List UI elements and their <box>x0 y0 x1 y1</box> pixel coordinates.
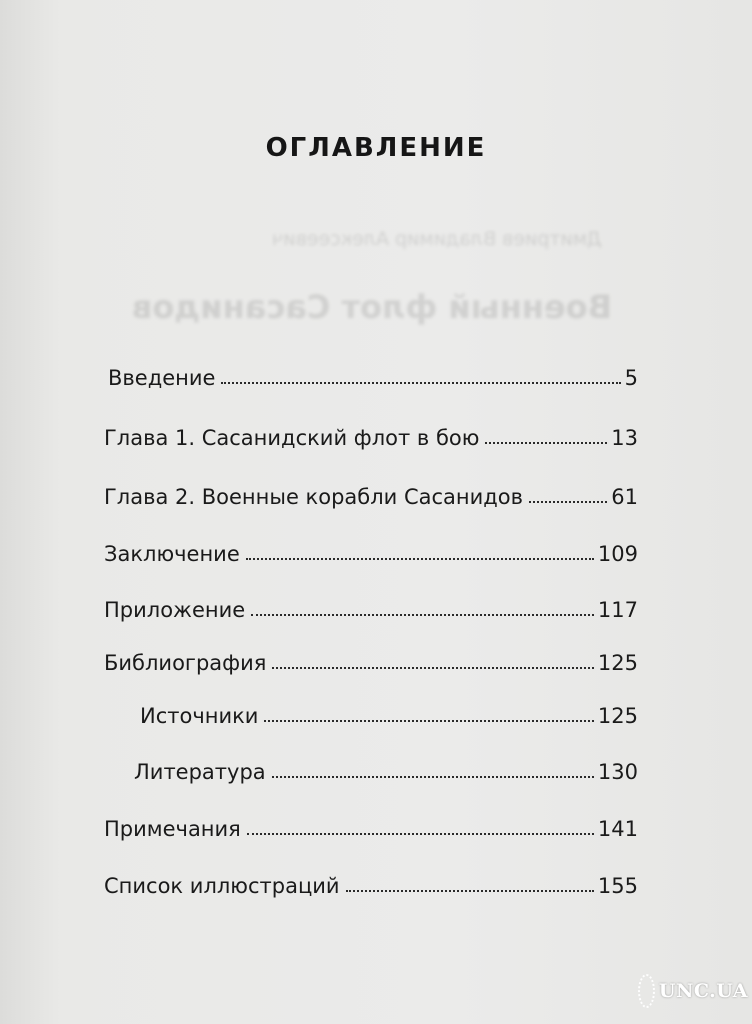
toc-leader-dots <box>247 833 594 835</box>
toc-entry-label: Приложение <box>104 598 246 622</box>
toc-entry-page: 5 <box>624 366 638 390</box>
toc-entry-label: Введение <box>108 366 216 390</box>
toc-subentry <box>134 760 638 784</box>
toc-leader-dots <box>251 614 594 616</box>
toc-leader-dots <box>485 442 607 444</box>
toc-leader-dots <box>246 558 594 560</box>
toc-entry <box>104 651 638 675</box>
toc-leader-dots <box>529 501 607 503</box>
toc-entry <box>104 874 638 898</box>
toc-entry-page: 117 <box>597 598 638 622</box>
toc-leader-dots <box>264 720 593 722</box>
toc-entry-page: 125 <box>597 704 638 728</box>
toc-entry-label: Источники <box>140 704 259 728</box>
sun-logo-icon <box>638 974 655 1008</box>
toc-leader-dots <box>221 382 620 384</box>
toc-leader-dots <box>272 667 594 669</box>
toc-entry <box>104 485 638 509</box>
toc-entry <box>108 366 638 390</box>
bleed-author: Дмитриев Владимир Алексеевич <box>272 228 602 250</box>
bleed-book-title: Военный флот Сасанидов <box>132 288 612 326</box>
toc-leader-dots <box>272 776 594 778</box>
toc-entry-label: Глава 1. Сасанидский флот в бою <box>104 426 480 450</box>
toc-entry-label: Список иллюстраций <box>104 874 340 898</box>
toc-entry-label: Заключение <box>104 542 240 566</box>
toc-subentry <box>140 704 638 728</box>
toc-entry <box>104 598 638 622</box>
toc-entry-label: Глава 2. Военные корабли Сасанидов <box>104 485 524 509</box>
toc-entry-page: 155 <box>597 874 638 898</box>
toc-leader-dots <box>346 890 594 892</box>
toc-entry-page: 61 <box>611 485 638 509</box>
toc-entry-page: 125 <box>597 651 638 675</box>
toc-entry-page: 109 <box>597 542 638 566</box>
toc-entry-label: Примечания <box>104 817 241 841</box>
toc-entry-page: 13 <box>611 426 638 450</box>
toc-entry-page: 141 <box>597 817 638 841</box>
toc-entry <box>104 817 638 841</box>
watermark-text: UNC.UA <box>658 980 748 1002</box>
toc-entry-label: Литература <box>134 760 266 784</box>
page-title: ОГЛАВЛЕНИЕ <box>265 133 487 163</box>
toc-entry <box>104 426 638 450</box>
toc-entry-label: Библиография <box>104 651 267 675</box>
toc-entry-page: 130 <box>597 760 638 784</box>
toc-entry <box>104 542 638 566</box>
site-watermark <box>638 966 748 1016</box>
